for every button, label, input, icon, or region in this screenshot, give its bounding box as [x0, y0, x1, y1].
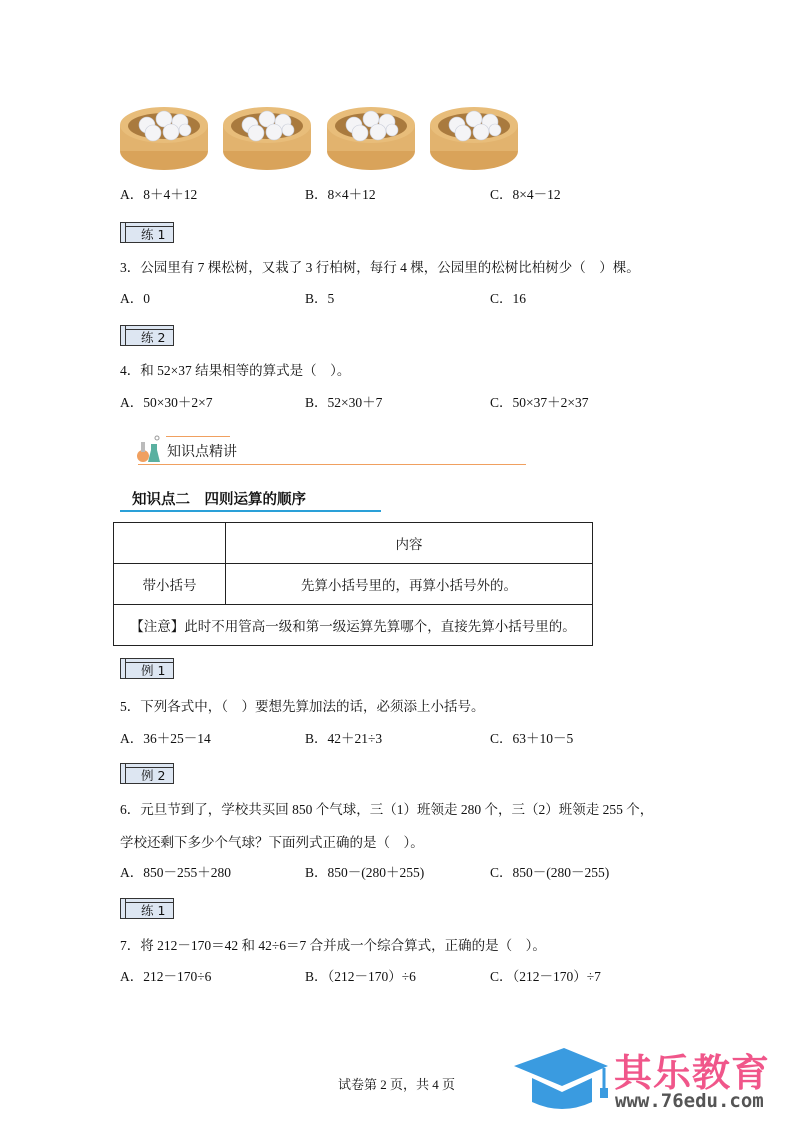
steamer-basket-image: [326, 103, 416, 171]
question-5: 5．下列各式中，（ ）要想先算加法的话，必须添上小括号。: [120, 699, 485, 714]
q3-option-b: B．5: [305, 291, 335, 306]
q3-option-c: C．16: [490, 291, 527, 306]
example-tag: [120, 658, 174, 679]
table-note: 【注意】此时不用管高一级和第一级运算先算哪个，直接先算小括号里的。: [114, 605, 593, 646]
banner-title: 知识点精讲: [167, 444, 237, 460]
q4-option-c: C．50×37＋2×37: [490, 395, 589, 410]
example-tag: [120, 763, 174, 784]
q7-option-c: C．（212－170）÷7: [490, 969, 601, 984]
q7-option-a: A．212－170÷6: [120, 969, 212, 984]
q6-option-a: A．850－255＋280: [120, 865, 231, 880]
table-row: [114, 564, 593, 605]
q5-option-a: A．36＋25－14: [120, 731, 211, 746]
tag-label: 例 1: [141, 663, 166, 678]
q2-option-b: B．8×4＋12: [305, 187, 376, 202]
practice-tag: [120, 898, 174, 919]
question-7: 7．将 212－170＝42 和 42÷6＝7 合并成一个综合算式，正确的是（ ）。: [120, 938, 546, 953]
table-header-cell: 内容: [226, 523, 593, 564]
question-4: 4．和 52×37 结果相等的算式是（ ）。: [120, 363, 351, 378]
question-6-line2: 学校还剩下多少个气球？下面列式正确的是（ ）。: [120, 835, 424, 850]
q5-option-c: C．63＋10－5: [490, 731, 574, 746]
q4-option-a: A．50×30＋2×7: [120, 395, 213, 410]
table-header-cell: [114, 523, 226, 564]
table-cell: 先算小括号里的，再算小括号外的。: [226, 564, 593, 605]
graduation-cap-icon: [512, 1044, 608, 1114]
rules-table: [113, 522, 593, 646]
q6-option-c: C．850－(280－255): [490, 865, 610, 880]
q4-option-b: B．52×30＋7: [305, 395, 383, 410]
logo-url: www.76edu.com: [615, 1090, 764, 1112]
banner-underline: [138, 464, 526, 465]
section-underline: [120, 510, 381, 512]
steamer-basket-image: [429, 103, 519, 171]
flask-icon: [135, 434, 163, 464]
table-note-row: [114, 605, 593, 646]
table-header-row: [114, 523, 593, 564]
logo-name: 其乐教育: [614, 1051, 771, 1095]
practice-tag: [120, 325, 174, 346]
tag-label: 练 2: [141, 330, 166, 345]
tag-label: 练 1: [141, 227, 166, 242]
steamer-basket-image: [119, 103, 209, 171]
question-3: 3．公园里有 7 棵松树，又栽了 3 行柏树，每行 4 棵，公园里的松树比柏树少（ ）棵。: [120, 260, 640, 275]
section-title: 知识点二 四则运算的顺序: [132, 492, 306, 508]
tag-label: 练 1: [141, 903, 166, 918]
q2-option-c: C．8×4－12: [490, 187, 561, 202]
table-cell: 带小括号: [114, 564, 226, 605]
banner-top-line: [166, 436, 230, 437]
practice-tag: [120, 222, 174, 243]
q6-option-b: B．850－(280＋255): [305, 865, 425, 880]
page-footer: 试卷第 2 页，共 4 页: [337, 1077, 455, 1092]
q7-option-b: B．（212－170）÷6: [305, 969, 416, 984]
steamer-basket-image: [222, 103, 312, 171]
q2-option-a: A．8＋4＋12: [120, 187, 198, 202]
question-6-line1: 6．元旦节到了，学校共买回 850 个气球，三（1）班领走 280 个，三（2）班领走 255 个，: [120, 802, 654, 817]
tag-label: 例 2: [141, 768, 166, 783]
q5-option-b: B．42＋21÷3: [305, 731, 383, 746]
q3-option-a: A．0: [120, 291, 150, 306]
